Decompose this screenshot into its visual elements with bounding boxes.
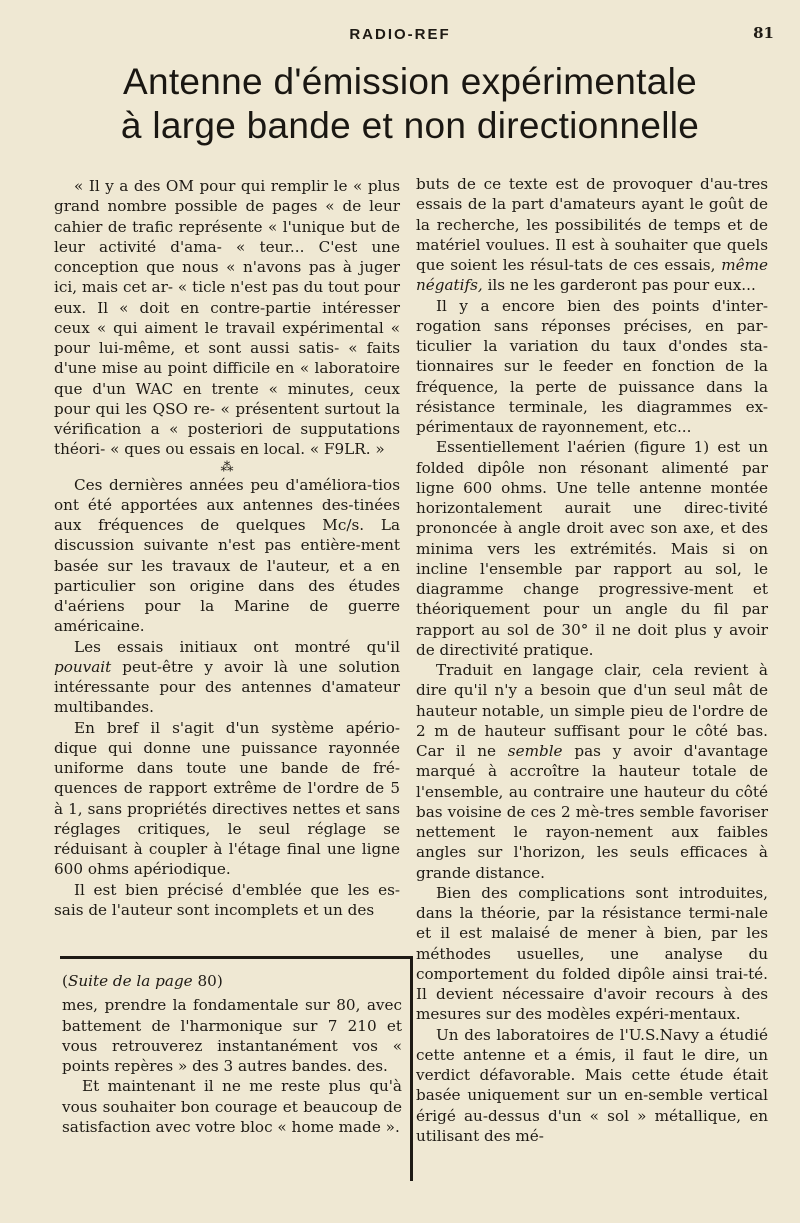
paragraph: Un des laboratoires de l'U.S.Navy a étudié cette antenne et a émis, il faut le dire, un verdict défavorable. Mais cette étude était basée uniquement sur un en-semble vertical érigé au-dessus d'un « sol » métallique, en utilisant des mé- (416, 1025, 768, 1145)
asterism-divider: ⁂ (220, 459, 234, 475)
title-line-2: à large bande et non directionnelle (120, 105, 700, 146)
paragraph (54, 637, 400, 718)
article-title (40, 60, 780, 148)
running-header: RADIO-REF (349, 26, 451, 43)
text-run: Les essais initiaux ont montré qu'il (74, 637, 400, 656)
paragraph: Essentiellement l'aérien (figure 1) est un folded dipôle non résonant alimenté par ligne 600 ohms. Une telle antenne montée horizontalement aurait une direc-tivité prononcée à angle droit avec son axe, et des minima vers les extrémités. Mais si on incline l'ensemble par rapport au sol, le diagramme change progressive-ment et théoriquement pour un angle du fil par rapport au sol de 30° il ne doit plus y avoir de directivité pratique. (416, 438, 768, 659)
paragraph: Il est bien précisé d'emblée que les es-sais de l'auteur sont incomplets et un des (54, 880, 400, 919)
left-column (54, 176, 400, 920)
emphasis: pouvait (54, 657, 112, 676)
continuation-header (62, 971, 402, 991)
emphasis: même négatifs, (416, 256, 768, 295)
paren: ( (62, 972, 68, 990)
emphasis: semble (507, 742, 563, 760)
paragraph (416, 174, 768, 296)
paragraph: Bien des complications sont introduites, dans la théorie, par la résistance termi-nale et il est malaisé de mener à bien, par les méthodes usuelles, une analyse du comportement du folded dipôle ainsi trai-té. Il devient nécessaire d'avoir recours à des mesures sur des modèles expéri-mentaux. (416, 883, 768, 1024)
paragraph: mes, prendre la fondamentale sur 80, avec battement de l'harmonique sur 7 210 et vous retrouverez instantanément vos « points repères » des 3 autres bandes. des. (62, 996, 402, 1075)
text-run: pas y avoir d'avantage marqué à accroître la hauteur totale de l'ensemble, au contraire une hauteur du côté bas voisine de ces 2 mè-tres semble favoriser nettement le rayon-nement aux faibles angles sur l'horizon, les seuls efficaces à grande distance. (416, 742, 769, 882)
quote-text: « Il y a des OM pour qui remplir le « plus grand nombre possible de pages « de leur cahier de trafic représente « l'unique but de leur activité d'ama- « teur... C'est une conception que nous « n'avons pas à juger ici, mais cet ar- « ticle n'est pas du tout pour eux. Il « doit en contre-partie intéresser ceux « qui aiment le travail expérimental « pour lui-même, et sont aussi satis- « faits d'une mise au point difficile en « laboratoire que d'un WAC en trente « minutes, ceux pour qui les QSO re- « présentent surtout la vérification a « posteriori de supputations théori- « ques ou essais en local. « F9LR. » (54, 177, 400, 459)
paragraph (416, 660, 768, 883)
page-number: 81 (753, 24, 774, 42)
continuation-label: Suite de la page (67, 972, 193, 990)
title-line-1: Antenne d'émission expérimentale (122, 61, 698, 102)
paragraph: Et maintenant il ne me reste plus qu'à vous souhaiter bon courage et beaucoup de satisfaction avec votre bloc « home made ». (62, 1077, 402, 1136)
text-run: Traduit en langage clair, cela revient à dire qu'il n'y a besoin que d'un seul mât de hauteur notable, un simple pieu de l'ordre de 2 m de hauteur suffisant pour le côté bas. Car il ne (416, 661, 768, 760)
paragraph: En bref il s'agit d'un système apério-dique qui donne une puissance rayonnée uniforme dans toute une bande de fré-quences de rapport extrême de l'ordre de 5 à 1, sans propriétés directives nettes et sans réglages critiques, le seul réglage se réduisant à coupler à l'étage final une ligne 600 ohms apériodique. (54, 718, 400, 879)
right-column (416, 174, 768, 1146)
text-run: ils ne les garderont pas pour eux... (482, 276, 756, 295)
paragraph: Il y a encore bien des points d'inter-rogation sans réponses précises, en par-ticulier la variation du taux d'ondes sta-tionnaires sur le feeder en fonction de la fréquence, la perte de puissance dans la résistance terminale, les diagrammes ex-périmentaux de rayonnement, etc... (416, 296, 768, 436)
paragraph: Ces dernières années peu d'améliora-tios ont été apportées aux antennes des-tinées aux fréquences de quelques Mc/s. La discussion suivante n'est pas entière-ment basée sur les travaux de l'auteur, et a en particulier son origine dans des études d'aériens pour la Marine de guerre américaine. (54, 475, 400, 636)
continuation-page: 80) (192, 972, 223, 990)
epigraph-quote (54, 176, 400, 460)
text-run: peut-être y avoir là une solution intéressante pour des antennes d'amateur multibandes. (54, 657, 400, 717)
continuation-box (60, 956, 413, 1181)
text-run: buts de ce texte est de provoquer d'au-tres essais de la part d'amateurs ayant le goût de la recherche, les possibilités de temps et de matériel voulues. Il est à souhaiter que quels que soient les résul-tats de ces essais, (416, 175, 768, 274)
